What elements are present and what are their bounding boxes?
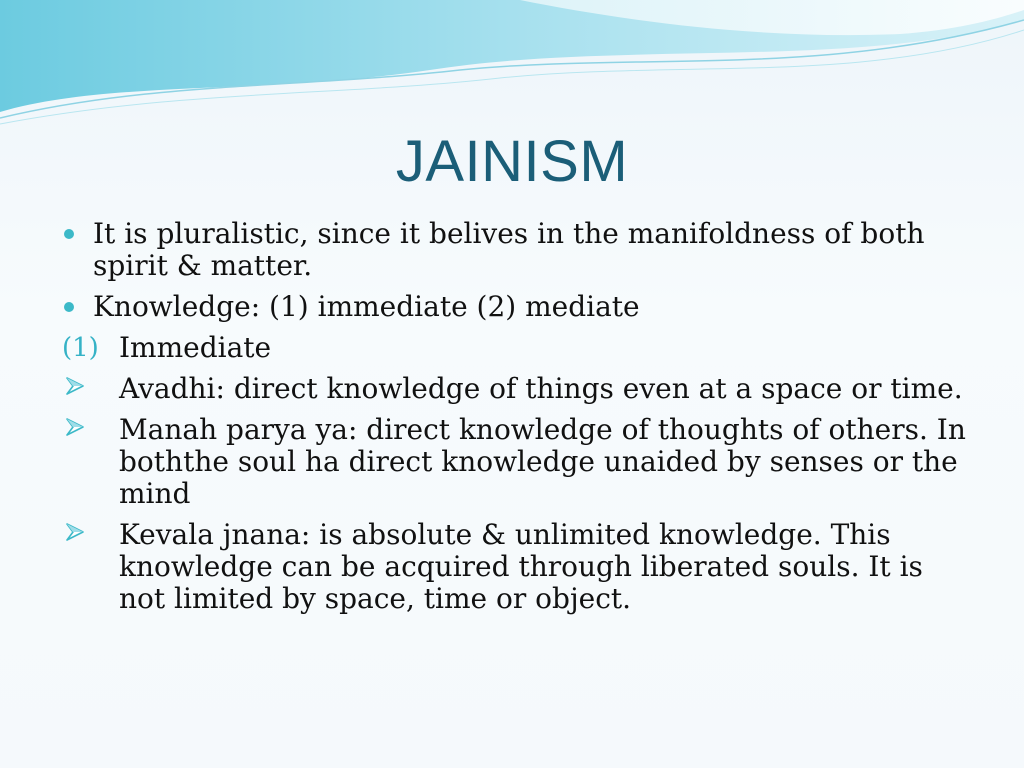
arrow-bullet-icon	[64, 375, 86, 397]
round-bullet-icon	[64, 302, 74, 312]
bullet-text: Kevala jnana: is absolute & unlimited knowledge. This knowledge can be acquired through liberated souls. It is not limited by space, time or object.	[119, 518, 923, 615]
bullet-text: Knowledge: (1) immediate (2) mediate	[93, 290, 640, 323]
bullet-text: Avadhi: direct knowledge of things even at a space or time.	[119, 372, 963, 405]
arrow-bullet-icon	[64, 416, 86, 438]
arrow-bullet-icon	[64, 521, 86, 543]
bullet-text: Manah parya ya: direct knowledge of thoughts of others. In boththe soul ha direct knowledge unaided by senses or the mind	[119, 413, 966, 510]
bullet-item	[62, 291, 972, 323]
bullet-item	[62, 218, 972, 282]
arrow-item	[62, 373, 972, 405]
bullet-text: Immediate	[119, 331, 272, 364]
number-marker: (1)	[62, 333, 99, 363]
arrow-item	[62, 414, 972, 510]
header-wave-decoration	[0, 0, 1024, 130]
numbered-item	[62, 332, 972, 364]
slide-title: JAINISM	[395, 129, 629, 194]
arrow-item	[62, 519, 972, 615]
bullet-text: It is pluralistic, since it belives in the manifoldness of both spirit & matter.	[93, 217, 925, 282]
round-bullet-icon	[64, 229, 74, 239]
content-list	[62, 218, 972, 624]
